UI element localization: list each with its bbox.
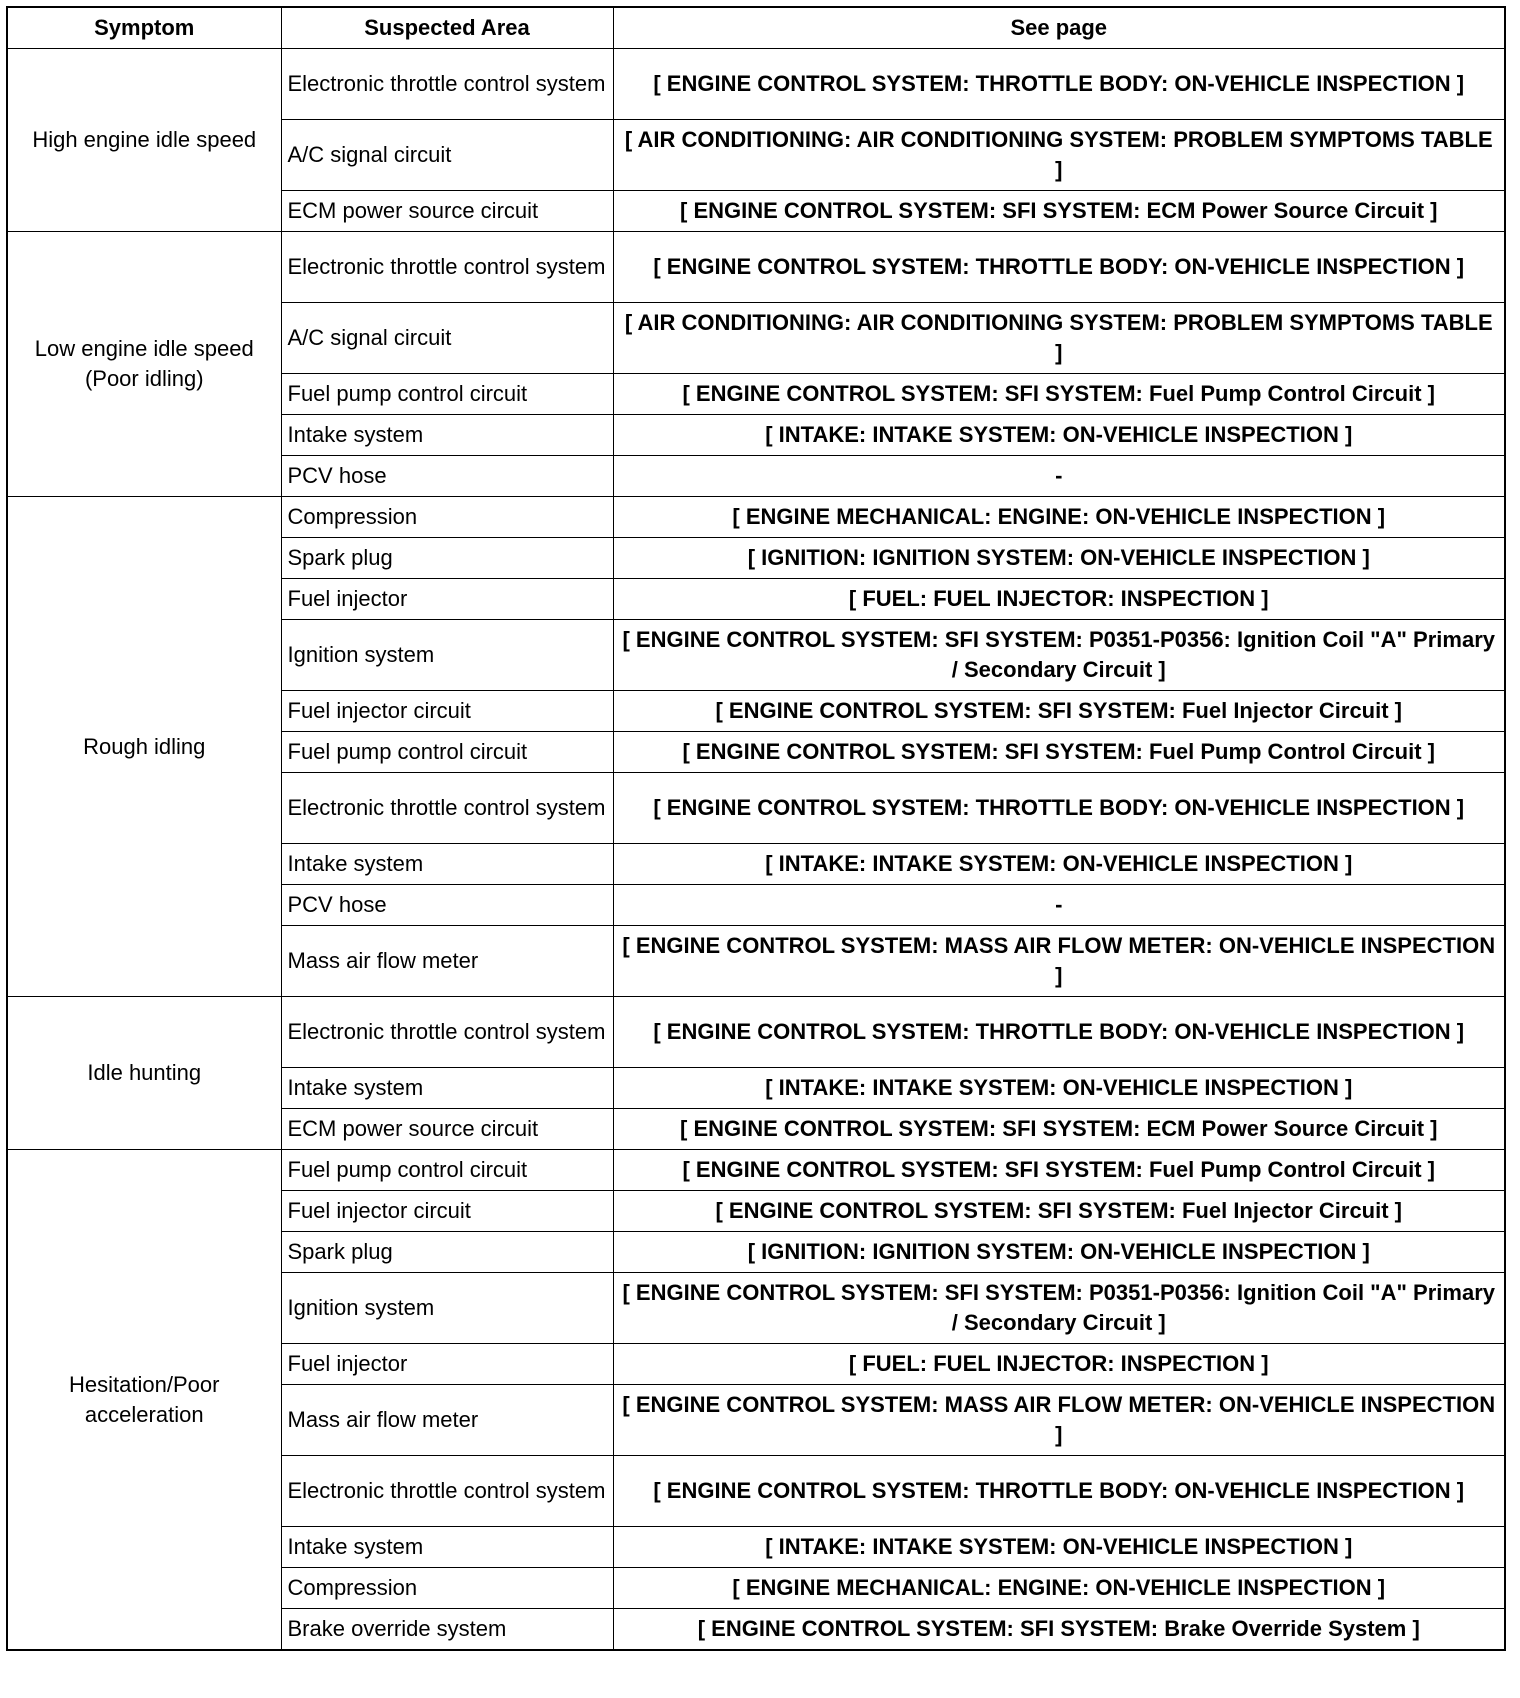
see-page-cell: [ INTAKE: INTAKE SYSTEM: ON-VEHICLE INSPECTION ] [613, 844, 1505, 885]
header-symptom: Symptom [7, 7, 281, 49]
see-page-cell: [ IGNITION: IGNITION SYSTEM: ON-VEHICLE INSPECTION ] [613, 538, 1505, 579]
suspected-area-cell: Intake system [281, 844, 613, 885]
suspected-area-cell: Fuel injector [281, 579, 613, 620]
see-page-cell: [ ENGINE CONTROL SYSTEM: SFI SYSTEM: P0351-P0356: Ignition Coil "A" Primary / Secondary Circuit ] [613, 1273, 1505, 1344]
see-page-cell: [ INTAKE: INTAKE SYSTEM: ON-VEHICLE INSPECTION ] [613, 415, 1505, 456]
see-page-cell: [ ENGINE CONTROL SYSTEM: SFI SYSTEM: Fuel Injector Circuit ] [613, 691, 1505, 732]
see-page-cell: [ ENGINE CONTROL SYSTEM: SFI SYSTEM: P0351-P0356: Ignition Coil "A" Primary / Secondary Circuit ] [613, 620, 1505, 691]
see-page-cell: [ FUEL: FUEL INJECTOR: INSPECTION ] [613, 579, 1505, 620]
see-page-cell: [ ENGINE CONTROL SYSTEM: SFI SYSTEM: Fuel Pump Control Circuit ] [613, 374, 1505, 415]
see-page-cell: [ ENGINE CONTROL SYSTEM: SFI SYSTEM: Brake Override System ] [613, 1609, 1505, 1651]
symptom-cell: Idle hunting [7, 997, 281, 1150]
suspected-area-cell: ECM power source circuit [281, 1109, 613, 1150]
table-row [7, 497, 1505, 538]
suspected-area-cell: Fuel injector circuit [281, 691, 613, 732]
header-suspected-area: Suspected Area [281, 7, 613, 49]
see-page-cell: - [613, 456, 1505, 497]
table-row [7, 49, 1505, 120]
suspected-area-cell: Fuel pump control circuit [281, 732, 613, 773]
header-see-page: See page [613, 7, 1505, 49]
header-row [7, 7, 1505, 49]
table-row [7, 1150, 1505, 1191]
see-page-cell: [ ENGINE CONTROL SYSTEM: THROTTLE BODY: ON-VEHICLE INSPECTION ] [613, 773, 1505, 844]
suspected-area-cell: ECM power source circuit [281, 191, 613, 232]
suspected-area-cell: PCV hose [281, 456, 613, 497]
see-page-cell: [ ENGINE CONTROL SYSTEM: SFI SYSTEM: ECM Power Source Circuit ] [613, 191, 1505, 232]
see-page-cell: [ ENGINE CONTROL SYSTEM: SFI SYSTEM: Fuel Injector Circuit ] [613, 1191, 1505, 1232]
suspected-area-cell: Fuel pump control circuit [281, 374, 613, 415]
suspected-area-cell: Electronic throttle control system [281, 1456, 613, 1527]
see-page-cell: [ ENGINE CONTROL SYSTEM: SFI SYSTEM: Fuel Pump Control Circuit ] [613, 732, 1505, 773]
see-page-cell: [ ENGINE CONTROL SYSTEM: SFI SYSTEM: Fuel Pump Control Circuit ] [613, 1150, 1505, 1191]
problem-symptoms-table [6, 6, 1506, 1651]
see-page-cell: [ INTAKE: INTAKE SYSTEM: ON-VEHICLE INSPECTION ] [613, 1527, 1505, 1568]
suspected-area-cell: Spark plug [281, 538, 613, 579]
suspected-area-cell: Electronic throttle control system [281, 773, 613, 844]
symptom-cell: High engine idle speed [7, 49, 281, 232]
see-page-cell: [ ENGINE CONTROL SYSTEM: THROTTLE BODY: ON-VEHICLE INSPECTION ] [613, 997, 1505, 1068]
symptom-cell: Low engine idle speed (Poor idling) [7, 232, 281, 497]
suspected-area-cell: Ignition system [281, 620, 613, 691]
table-row [7, 997, 1505, 1068]
suspected-area-cell: PCV hose [281, 885, 613, 926]
suspected-area-cell: Intake system [281, 1068, 613, 1109]
symptom-cell: Hesitation/Poor acceleration [7, 1150, 281, 1651]
problem-symptoms-table-container [6, 6, 1506, 1651]
suspected-area-cell: Compression [281, 497, 613, 538]
table-row [7, 232, 1505, 303]
suspected-area-cell: Brake override system [281, 1609, 613, 1651]
suspected-area-cell: Intake system [281, 1527, 613, 1568]
suspected-area-cell: Spark plug [281, 1232, 613, 1273]
suspected-area-cell: A/C signal circuit [281, 120, 613, 191]
see-page-cell: [ AIR CONDITIONING: AIR CONDITIONING SYSTEM: PROBLEM SYMPTOMS TABLE ] [613, 120, 1505, 191]
see-page-cell: [ INTAKE: INTAKE SYSTEM: ON-VEHICLE INSPECTION ] [613, 1068, 1505, 1109]
suspected-area-cell: A/C signal circuit [281, 303, 613, 374]
symptom-cell: Rough idling [7, 497, 281, 997]
suspected-area-cell: Electronic throttle control system [281, 997, 613, 1068]
suspected-area-cell: Mass air flow meter [281, 926, 613, 997]
suspected-area-cell: Electronic throttle control system [281, 49, 613, 120]
see-page-cell: [ IGNITION: IGNITION SYSTEM: ON-VEHICLE INSPECTION ] [613, 1232, 1505, 1273]
suspected-area-cell: Electronic throttle control system [281, 232, 613, 303]
see-page-cell: [ ENGINE CONTROL SYSTEM: THROTTLE BODY: ON-VEHICLE INSPECTION ] [613, 1456, 1505, 1527]
suspected-area-cell: Mass air flow meter [281, 1385, 613, 1456]
suspected-area-cell: Compression [281, 1568, 613, 1609]
see-page-cell: [ AIR CONDITIONING: AIR CONDITIONING SYSTEM: PROBLEM SYMPTOMS TABLE ] [613, 303, 1505, 374]
see-page-cell: [ ENGINE CONTROL SYSTEM: SFI SYSTEM: ECM Power Source Circuit ] [613, 1109, 1505, 1150]
suspected-area-cell: Ignition system [281, 1273, 613, 1344]
see-page-cell: [ FUEL: FUEL INJECTOR: INSPECTION ] [613, 1344, 1505, 1385]
see-page-cell: [ ENGINE MECHANICAL: ENGINE: ON-VEHICLE INSPECTION ] [613, 497, 1505, 538]
suspected-area-cell: Fuel injector [281, 1344, 613, 1385]
see-page-cell: [ ENGINE CONTROL SYSTEM: MASS AIR FLOW METER: ON-VEHICLE INSPECTION ] [613, 926, 1505, 997]
see-page-cell: [ ENGINE MECHANICAL: ENGINE: ON-VEHICLE INSPECTION ] [613, 1568, 1505, 1609]
see-page-cell: [ ENGINE CONTROL SYSTEM: THROTTLE BODY: ON-VEHICLE INSPECTION ] [613, 232, 1505, 303]
table-body [7, 49, 1505, 1651]
see-page-cell: [ ENGINE CONTROL SYSTEM: MASS AIR FLOW METER: ON-VEHICLE INSPECTION ] [613, 1385, 1505, 1456]
suspected-area-cell: Fuel injector circuit [281, 1191, 613, 1232]
see-page-cell: [ ENGINE CONTROL SYSTEM: THROTTLE BODY: ON-VEHICLE INSPECTION ] [613, 49, 1505, 120]
see-page-cell: - [613, 885, 1505, 926]
suspected-area-cell: Intake system [281, 415, 613, 456]
suspected-area-cell: Fuel pump control circuit [281, 1150, 613, 1191]
